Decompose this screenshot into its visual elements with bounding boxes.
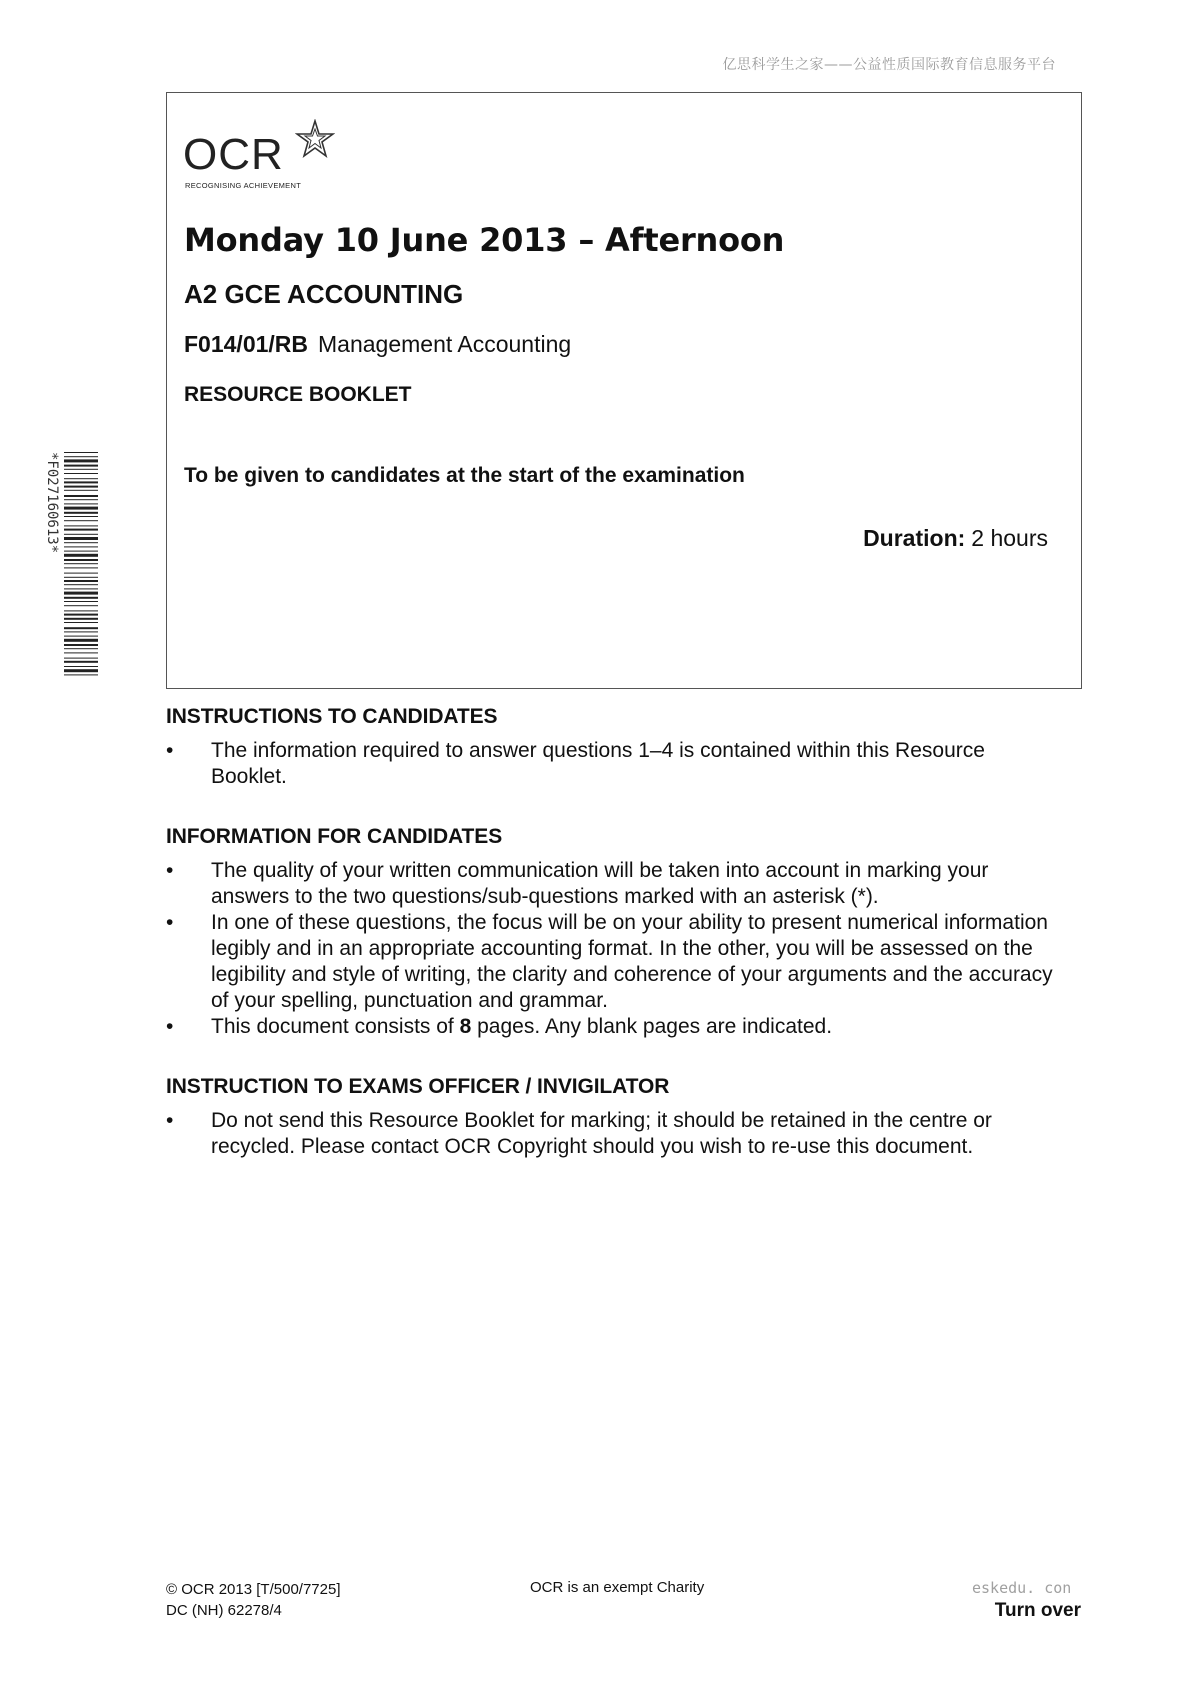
barcode-bar (64, 648, 98, 649)
bullet-icon: • (166, 1015, 174, 1038)
barcode-bar (64, 452, 98, 453)
bullet-icon: • (166, 1109, 174, 1132)
barcode-bar (64, 499, 98, 500)
barcode-bar (64, 573, 98, 574)
barcode-bar (64, 622, 98, 623)
barcode-bar (64, 644, 98, 646)
barcode-bar (64, 631, 98, 632)
information-item (166, 858, 1066, 910)
barcode-bar (64, 597, 98, 599)
officer-section (166, 1074, 1066, 1160)
barcode-bar (64, 525, 98, 526)
barcode-bar (64, 537, 98, 540)
barcode-bar (64, 639, 98, 642)
star-icon (295, 119, 335, 159)
bullet-icon: • (166, 859, 174, 882)
barcode-bar (64, 534, 98, 535)
unit-line (184, 331, 571, 358)
barcode-bar (64, 546, 98, 547)
barcode-bar (64, 661, 98, 663)
officer-text: Do not send this Resource Booklet for marking; it should be retained in the centre or recycled. Please contact OCR Copyright should you wish to re-use this document. (211, 1109, 992, 1158)
barcode-bar (64, 507, 98, 510)
barcode-bar (64, 516, 98, 517)
information-text: The quality of your written communication will be taken into account in marking your answers to the two questions/sub-questions marked with an asterisk (*). (211, 859, 989, 908)
unit-code: F014/01/RB (184, 331, 309, 357)
information-item (166, 1014, 1066, 1040)
barcode-bar (64, 652, 98, 653)
barcode-bar (64, 614, 98, 616)
barcode-bar (64, 503, 98, 504)
page-count: 8 (459, 1015, 472, 1038)
barcode-bar (64, 529, 98, 531)
logo-tagline: RECOGNISING ACHIEVEMENT (185, 181, 302, 190)
ocr-logo (183, 119, 343, 189)
barcode-bar (64, 456, 98, 457)
turn-over-label: Turn over (994, 1600, 1081, 1621)
barcode-bar (64, 577, 98, 578)
barcode-bar (64, 601, 98, 602)
information-item (166, 910, 1066, 1014)
bullet-icon: • (166, 911, 174, 934)
barcode-bar (64, 542, 98, 543)
unit-name: Management Accounting (318, 331, 572, 357)
barcode-bar (64, 465, 98, 467)
bullet-icon: • (166, 739, 174, 762)
barcode-bar (64, 580, 98, 582)
officer-item (166, 1108, 1066, 1160)
barcode-bar (64, 469, 98, 470)
barcode-bar (64, 563, 98, 564)
barcode-bar (64, 588, 98, 589)
charity-note: OCR is an exempt Charity (530, 1579, 705, 1596)
barcode-bar (64, 567, 98, 568)
instructions-heading: INSTRUCTIONS TO CANDIDATES (166, 705, 498, 728)
cover-box (166, 92, 1082, 689)
barcode (40, 450, 100, 680)
barcode-bar (64, 486, 98, 488)
barcode-text: *F027160613* (44, 452, 60, 554)
barcode-bar (64, 666, 98, 667)
copyright-text: © OCR 2013 [T/500/7725] (166, 1581, 341, 1598)
barcode-bar (64, 592, 98, 595)
barcode-bar (64, 627, 98, 629)
dc-code: DC (NH) 62278/4 (166, 1602, 282, 1619)
site-watermark: eskedu. con (972, 1579, 1072, 1597)
barcode-bar (64, 584, 98, 585)
instructions-section (166, 704, 1066, 790)
barcode-bar (64, 551, 98, 552)
barcode-bar (64, 495, 98, 497)
instruction-item (166, 738, 1066, 790)
given-note: To be given to candidates at the start of the examination (184, 464, 745, 487)
barcode-bar (64, 658, 98, 659)
information-section (166, 824, 1066, 1040)
barcode-bar (64, 610, 98, 611)
duration (863, 525, 1048, 552)
barcode-bar (64, 490, 98, 491)
barcode-bar (64, 478, 98, 479)
barcode-bar (64, 554, 98, 557)
barcode-bar (64, 481, 98, 483)
logo-word: OCR (183, 130, 284, 179)
barcode-bar (64, 669, 98, 672)
officer-heading: INSTRUCTION TO EXAMS OFFICER / INVIGILATOR (166, 1075, 670, 1098)
duration-value: 2 hours (971, 525, 1048, 551)
barcode-bar (64, 605, 98, 606)
booklet-label: RESOURCE BOOKLET (184, 383, 412, 406)
barcode-bar (64, 473, 98, 474)
footer-left (166, 1579, 341, 1621)
instruction-text: The information required to answer questions 1–4 is contained within this Resource Booklet. (211, 739, 985, 788)
qualification-title: A2 GCE ACCOUNTING (184, 279, 464, 309)
information-heading: INFORMATION FOR CANDIDATES (166, 825, 503, 848)
pages-post: pages. Any blank pages are indicated. (471, 1015, 833, 1038)
barcode-bar (64, 520, 98, 521)
exam-date: Monday 10 June 2013 – Afternoon (184, 221, 785, 259)
barcode-bar (64, 636, 98, 637)
barcode-bar (64, 674, 98, 675)
information-text: In one of these questions, the focus will be on your ability to present numerical information legibly and in an appropriate accounting format. In the other, you will be assessed on the legibility and style of writing, the clarity and coherence of your arguments and the accuracy of your spelling, punctuation and grammar. (211, 911, 1053, 1012)
barcode-bar (64, 459, 98, 462)
pages-pre: This document consists of (211, 1015, 460, 1038)
header-watermark: 亿思科学生之家——公益性质国际教育信息服务平台 (722, 57, 1056, 73)
barcode-bar (64, 559, 98, 561)
duration-label: Duration: (863, 525, 966, 551)
barcode-bar (64, 618, 98, 620)
barcode-bar (64, 512, 98, 514)
